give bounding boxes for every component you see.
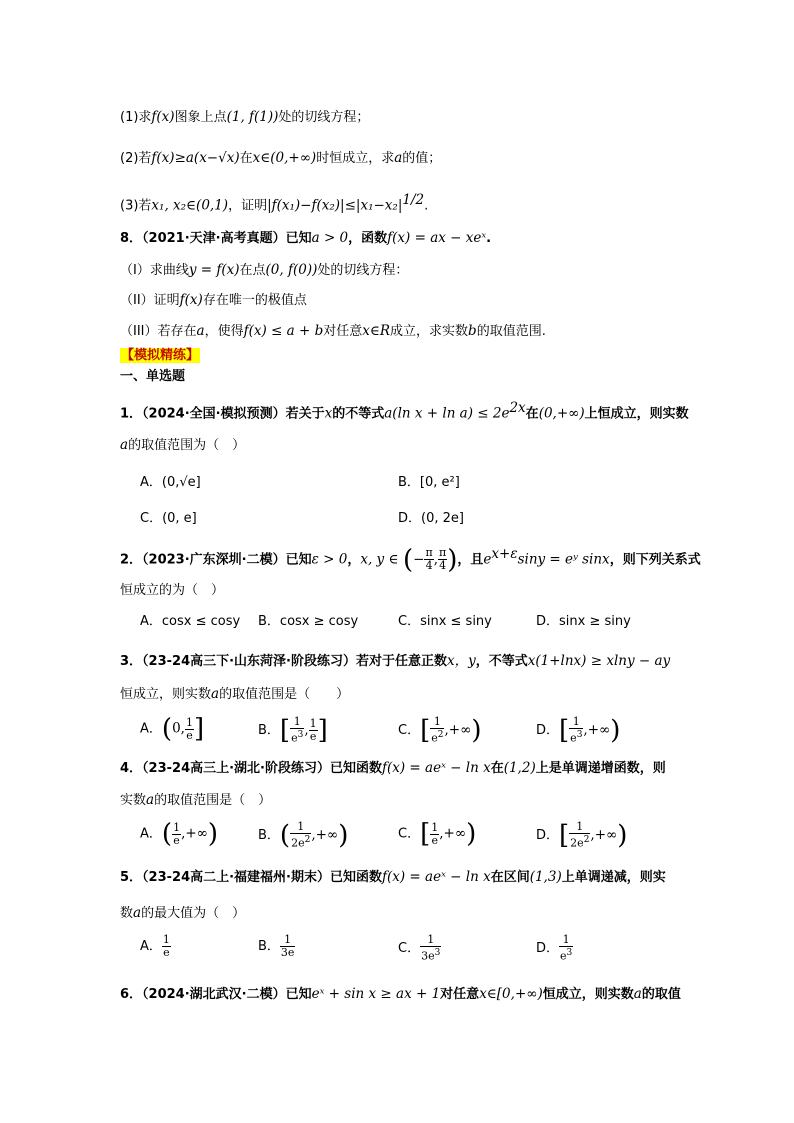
option-a: A．(0, $\frac{1}{e}$ ] — [140, 714, 205, 744]
question-8-part-3: （III）若存在a，使得f(x) ≤ a + b对任意x∈R成立，求实数b的取值范围. — [120, 323, 546, 339]
question-4-stem-cont: 实数a的取值范围是（ ） — [120, 792, 272, 808]
option-a: A． $\frac{1}{e}$ — [140, 933, 170, 959]
question-4-stem: 4．（23-24高三上·湖北·阶段练习）已知函数f(x) = aeˣ − ln x在(1,2)上是单调递增函数，则 — [120, 760, 666, 776]
option-b: B．( $\frac{1}{2e^2}$ ,+∞) — [258, 820, 349, 851]
option-b: B．cosx ≥ cosy — [258, 614, 359, 629]
question-6-stem: 6．（2024·湖北武汉·二模）已知eˣ + sin x ≥ ax + 1对任意x∈[0,+∞)恒成立，则实数a的取值 — [120, 986, 681, 1002]
question-2-stem: 2．（2023·广东深圳·二模）已知ε > 0，x, y ∈ (− $\frac{\pi}{4}$ , $\frac{\pi}{4}$ )，且$e^{x+\varepsilon}\sin y$ = eʸ sinx，则下列关系式 — [120, 544, 701, 575]
subsection-heading: 一、单选题 — [120, 369, 186, 384]
question-5-stem: 5．（23-24高二上·福建福州·期末）已知函数f(x) = aeˣ − ln x在区间(1,3)上单调递减，则实 — [120, 869, 666, 885]
option-b: B． $\frac{1}{3e}$ — [258, 933, 295, 959]
option-d: D． $\frac{1}{e^3}$ — [536, 933, 573, 963]
question-1-stem-cont: a的取值范围为（ ） — [120, 437, 246, 453]
option-a: A．(0,√e] — [140, 475, 201, 490]
option-c: C．[ $\frac{1}{e^2}$ ,+∞) — [398, 715, 482, 746]
question-2-stem-cont: 恒成立的为（ ） — [120, 583, 225, 598]
option-c: C．sinx ≤ siny — [398, 614, 492, 629]
option-c: C．[ $\frac{1}{e}$ ,+∞) — [398, 819, 477, 849]
option-c: C．(0, e] — [140, 511, 197, 526]
part-3-line: (3)若x₁, x₂∈(0,1)，证明$|f(x_1)-f(x_2)|\le|x_1-x_2|^{1/2}$. — [120, 192, 429, 214]
option-a: A．( $\frac{1}{e}$ ,+∞) — [140, 819, 219, 849]
question-8-stem: 8．（2021·天津·高考真题）已知a > 0，函数f(x) = ax − xeˣ. — [120, 230, 492, 246]
option-a: A．cosx ≤ cosy — [140, 614, 241, 629]
option-d: D．sinx ≥ siny — [536, 614, 631, 629]
section-heading: 【模拟精练】 — [121, 348, 200, 363]
question-8-part-1: （I）求曲线y = f(x)在点(0, f(0))处的切线方程： — [120, 262, 409, 278]
question-5-stem-cont: 数a的最大值为（ ） — [120, 905, 246, 921]
question-8-part-2: （II）证明f(x)存在唯一的极值点 — [120, 292, 307, 308]
option-b: B．[0, e²] — [398, 475, 460, 490]
option-d: D．(0, 2e] — [398, 511, 464, 526]
part-1-line: (1)求f(x)图象上点(1, f(1))处的切线方程； — [120, 109, 370, 125]
option-d: D．[ $\frac{1}{e^3}$ ,+∞) — [536, 715, 621, 746]
part-2-line: (2)若f(x)≥a(x−√x)在x∈(0,+∞)时恒成立，求a的值； — [120, 150, 442, 166]
option-b: B．[ $\frac{1}{e^3}$ , $\frac{1}{e}$ ] — [258, 715, 328, 746]
question-1-stem: 1．（2024·全国·模拟预测）若关于x的不等式a(ln $x + \ln a) \le 2e^{2x}$在(0,+∞)上恒成立，则实数 — [120, 400, 689, 422]
option-d: D．[ $\frac{1}{2e^2}$ ,+∞) — [536, 820, 628, 851]
question-3-stem-cont: 恒成立，则实数a的取值范围是（ ） — [120, 686, 350, 702]
option-c: C． $\frac{1}{3e^3}$ — [398, 933, 441, 963]
question-3-stem: 3．（23-24高三下·山东菏泽·阶段练习）若对于任意正数x，y，不等式x(1+lnx) ≥ xlny − ay — [120, 653, 671, 669]
